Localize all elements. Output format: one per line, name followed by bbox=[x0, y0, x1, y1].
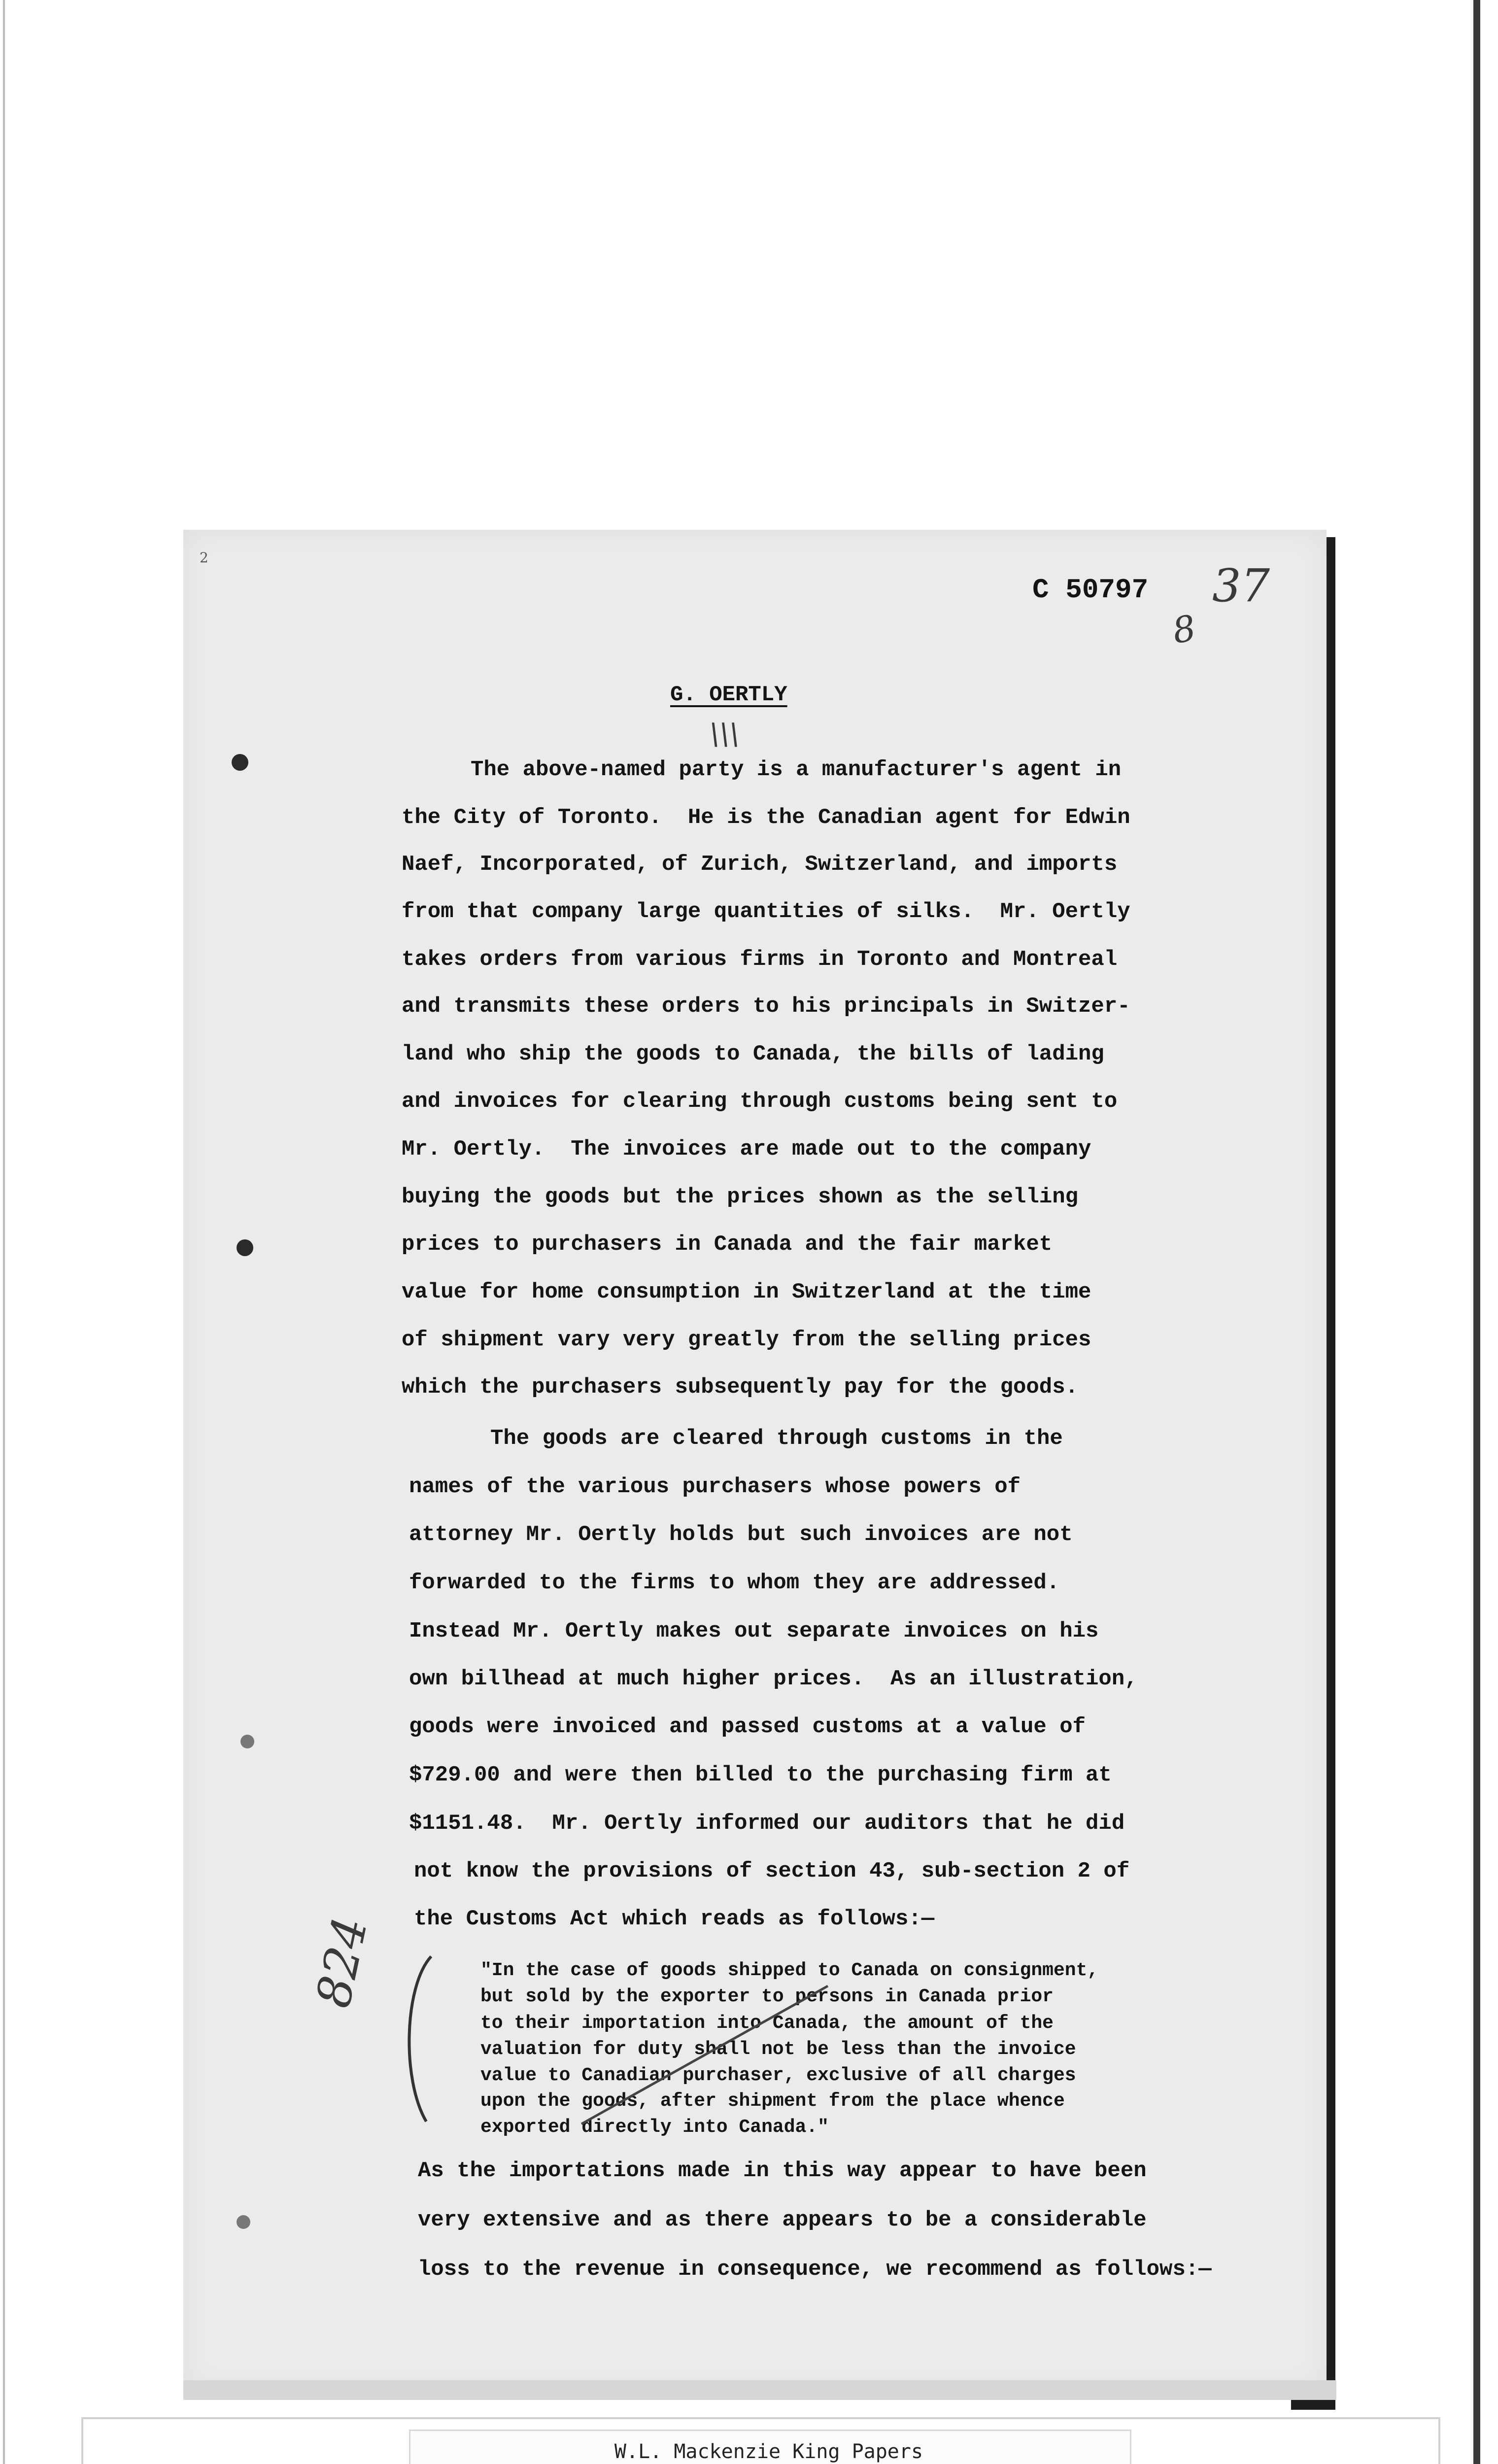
paragraph-line: value for home consumption in Switzerland at the time bbox=[402, 1280, 1091, 1304]
paragraph-line: The goods are cleared through customs in the bbox=[490, 1426, 1063, 1451]
paragraph-line: and invoices for clearing through customs being sent to bbox=[402, 1089, 1118, 1114]
paragraph-line: attorney Mr. Oertly holds but such invoices are not bbox=[409, 1522, 1073, 1547]
quotation-line: valuation for duty shall not be less than the invoice bbox=[480, 2039, 1076, 2060]
film-edge-left bbox=[3, 0, 5, 2464]
handwritten-mark: 8 bbox=[1169, 607, 1199, 652]
paragraph-line: land who ship the goods to Canada, the bills of lading bbox=[402, 1042, 1104, 1066]
quotation-line: value to Canadian purchaser, exclusive of all charges bbox=[480, 2065, 1076, 2086]
paragraph-line: loss to the revenue in consequence, we recommend as follows:— bbox=[418, 2257, 1212, 2282]
punch-hole bbox=[237, 1239, 253, 1256]
handwritten-folio-number: 37 bbox=[1212, 559, 1270, 612]
punch-hole bbox=[240, 1735, 254, 1748]
quotation-line: upon the goods, after shipment from the place whence bbox=[480, 2090, 1065, 2112]
paragraph-line: from that company large quantities of silks. Mr. Oertly bbox=[402, 899, 1130, 924]
page-mark: 2 bbox=[200, 549, 208, 566]
paragraph-line: goods were invoiced and passed customs at a value of bbox=[409, 1714, 1086, 1739]
punch-hole bbox=[237, 2215, 250, 2229]
quotation-line: exported directly into Canada." bbox=[480, 2117, 829, 2138]
punch-hole bbox=[232, 754, 248, 771]
memo-title: G. OERTLY bbox=[670, 683, 787, 707]
paragraph-line: not know the provisions of section 43, sub-section 2 of bbox=[414, 1859, 1130, 1883]
paragraph-line: buying the goods but the prices shown as the selling bbox=[402, 1185, 1079, 1209]
quotation-line: to their importation into Canada, the amount of the bbox=[480, 2013, 1054, 2034]
sheet-bottom-edge bbox=[183, 2380, 1336, 2400]
paragraph-line: and transmits these orders to his principals in Switzer- bbox=[402, 994, 1130, 1019]
paragraph-line: of shipment vary very greatly from the selling prices bbox=[402, 1328, 1091, 1352]
paragraph-line: the Customs Act which reads as follows:— bbox=[414, 1907, 935, 1931]
paragraph-line: $729.00 and were then billed to the purchasing firm at bbox=[409, 1763, 1112, 1787]
reference-number: C 50797 bbox=[1032, 574, 1149, 606]
quotation-line: but sold by the exporter to persons in Canada prior bbox=[480, 1986, 1054, 2007]
paragraph-line: $1151.48. Mr. Oertly informed our auditors that he did bbox=[409, 1811, 1125, 1836]
paragraph-line: takes orders from various firms in Toronto and Montreal bbox=[402, 947, 1118, 972]
collection-name: W.L. Mackenzie King Papers bbox=[614, 2440, 923, 2463]
paragraph-line: the City of Toronto. He is the Canadian agent for Edwin bbox=[402, 805, 1130, 830]
paragraph-line: names of the various purchasers whose powers of bbox=[409, 1474, 1021, 1499]
paragraph-line: which the purchasers subsequently pay for the goods. bbox=[402, 1375, 1079, 1400]
paragraph-line: own billhead at much higher prices. As an illustration, bbox=[409, 1667, 1138, 1691]
handwritten-title-tick: \\\ bbox=[710, 717, 740, 752]
paragraph-line: prices to purchasers in Canada and the fair market bbox=[402, 1232, 1053, 1257]
paragraph-line: Instead Mr. Oertly makes out separate invoices on his bbox=[409, 1619, 1099, 1643]
paragraph-line: The above-named party is a manufacturer's agent in bbox=[471, 757, 1122, 782]
quotation-line: "In the case of goods shipped to Canada on consignment, bbox=[480, 1960, 1099, 1981]
paragraph-line: forwarded to the firms to whom they are addressed. bbox=[409, 1571, 1060, 1595]
paragraph-line: As the importations made in this way appear to have been bbox=[418, 2158, 1147, 2183]
handwritten-margin-number: 824 bbox=[306, 1912, 378, 2013]
paragraph-line: very extensive and as there appears to be a considerable bbox=[418, 2208, 1147, 2232]
paragraph-line: Naef, Incorporated, of Zurich, Switzerland, and imports bbox=[402, 852, 1118, 877]
paragraph-line: Mr. Oertly. The invoices are made out to the company bbox=[402, 1137, 1091, 1162]
film-edge-right bbox=[1473, 0, 1480, 2464]
